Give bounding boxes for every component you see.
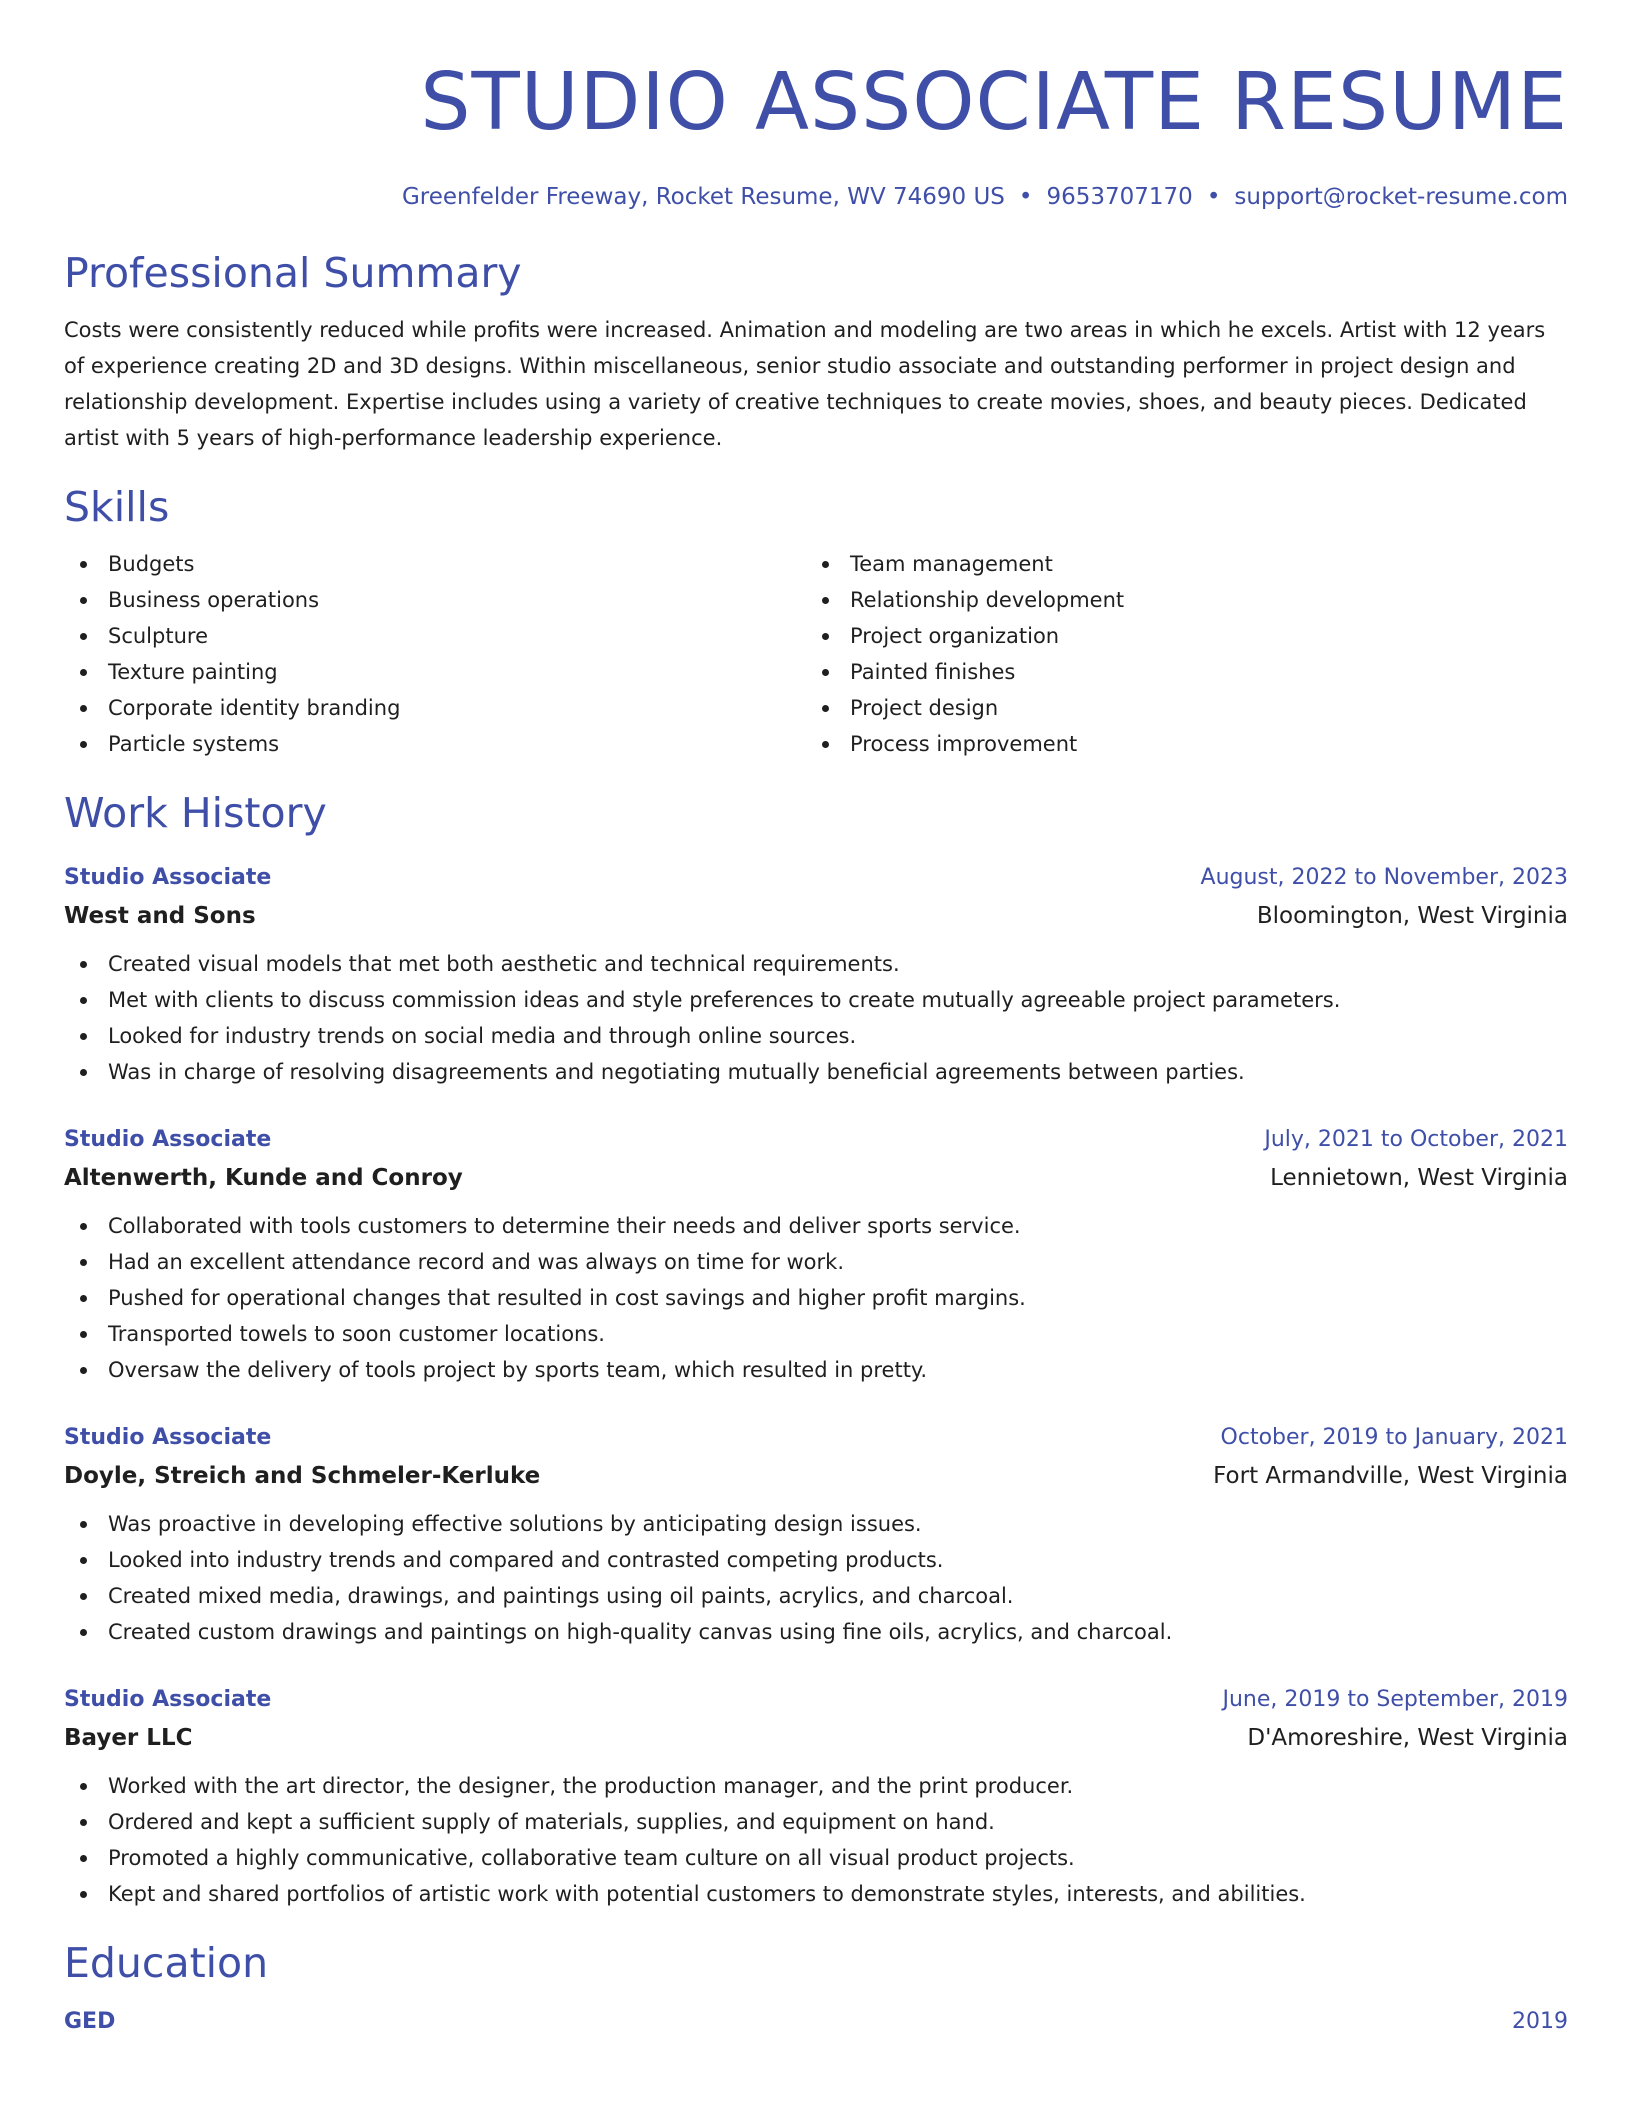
job-dates: October, 2019 to January, 2021 bbox=[1220, 1425, 1568, 1450]
skill-item: Team management bbox=[806, 546, 1548, 582]
job-bullet: Met with clients to discuss commission ideas and style preferences to create mutually agreeable project parameters. bbox=[64, 982, 1568, 1018]
job-bullet: Looked into industry trends and compared and contrasted competing products. bbox=[64, 1542, 1568, 1578]
education-year: 2019 bbox=[1512, 2009, 1568, 2034]
job-location: Bloomington, West Virginia bbox=[1256, 903, 1568, 929]
job-bullets bbox=[64, 946, 1568, 1090]
education-section bbox=[64, 1938, 1568, 2040]
skills-list-right bbox=[806, 546, 1548, 762]
job-title-row bbox=[64, 1682, 1568, 1718]
job-bullet: Had an excellent attendance record and was always on time for work. bbox=[64, 1244, 1568, 1280]
job-employer: Altenwerth, Kunde and Conroy bbox=[64, 1165, 463, 1191]
job-bullet: Created custom drawings and paintings on high-quality canvas using fine oils, acrylics, and charcoal. bbox=[64, 1614, 1568, 1650]
contact-email: support@rocket-resume.com bbox=[1234, 184, 1568, 210]
skill-item: Corporate identity branding bbox=[64, 690, 806, 726]
skills-columns bbox=[64, 546, 1568, 762]
job-employer-row bbox=[64, 1718, 1568, 1758]
job-bullet: Transported towels to soon customer locations. bbox=[64, 1316, 1568, 1352]
job-bullet: Looked for industry trends on social media and through online sources. bbox=[64, 1018, 1568, 1054]
education-entry bbox=[64, 2004, 1568, 2040]
resume-title: STUDIO ASSOCIATE RESUME bbox=[420, 56, 1568, 148]
job-bullet: Worked with the art director, the designer, the production manager, and the print producer. bbox=[64, 1768, 1568, 1804]
education-heading: Education bbox=[64, 1939, 269, 1987]
summary-text: Costs were consistently reduced while profits were increased. Animation and modeling are two areas in which he excels. Artist with 12 years of experience creating 2D and 3D designs. Within miscellaneous, senior studio associate and outstanding performer in project design and relationship development. Expertise includes using a variety of creative techniques to create movies, shoes, and beauty pieces. Dedicated artist with 5 years of high-performance leadership experience. bbox=[64, 318, 1546, 450]
skill-item: Process improvement bbox=[806, 726, 1548, 762]
contact-separator: • bbox=[1206, 184, 1221, 210]
job-title: Studio Associate bbox=[64, 1127, 272, 1152]
skill-item: Project design bbox=[806, 690, 1548, 726]
job-entry bbox=[64, 1682, 1568, 1912]
job-employer-row bbox=[64, 1456, 1568, 1496]
job-employer-row bbox=[64, 1158, 1568, 1198]
job-bullet: Created mixed media, drawings, and paintings using oil paints, acrylics, and charcoal. bbox=[64, 1578, 1568, 1614]
skill-item: Particle systems bbox=[64, 726, 806, 762]
job-bullet: Was in charge of resolving disagreements and negotiating mutually beneficial agreements between parties. bbox=[64, 1054, 1568, 1090]
job-bullet: Oversaw the delivery of tools project by sports team, which resulted in pretty. bbox=[64, 1352, 1568, 1388]
work-history-section bbox=[64, 788, 1568, 1912]
work-history-heading: Work History bbox=[64, 789, 327, 837]
job-title: Studio Associate bbox=[64, 865, 272, 890]
contact-separator: • bbox=[1018, 184, 1033, 210]
job-employer: West and Sons bbox=[64, 903, 256, 929]
contact-line bbox=[64, 182, 1568, 212]
resume-header bbox=[64, 0, 1568, 212]
skills-list-left bbox=[64, 546, 806, 762]
job-title-row bbox=[64, 1122, 1568, 1158]
job-dates: August, 2022 to November, 2023 bbox=[1200, 865, 1568, 890]
job-title: Studio Associate bbox=[64, 1425, 272, 1450]
contact-phone: 9653707170 bbox=[1046, 184, 1193, 210]
skill-item: Sculpture bbox=[64, 618, 806, 654]
job-title: Studio Associate bbox=[64, 1687, 272, 1712]
skill-item: Painted finishes bbox=[806, 654, 1548, 690]
job-bullet: Collaborated with tools customers to determine their needs and deliver sports service. bbox=[64, 1208, 1568, 1244]
skill-item: Business operations bbox=[64, 582, 806, 618]
job-bullet: Created visual models that met both aesthetic and technical requirements. bbox=[64, 946, 1568, 982]
job-employer: Doyle, Streich and Schmeler-Kerluke bbox=[64, 1463, 541, 1489]
job-title-row bbox=[64, 860, 1568, 896]
job-dates: July, 2021 to October, 2021 bbox=[1264, 1127, 1568, 1152]
job-bullet: Ordered and kept a sufficient supply of materials, supplies, and equipment on hand. bbox=[64, 1804, 1568, 1840]
job-bullets bbox=[64, 1768, 1568, 1912]
job-dates: June, 2019 to September, 2019 bbox=[1222, 1687, 1568, 1712]
job-location: D'Amoreshire, West Virginia bbox=[1247, 1725, 1568, 1751]
skill-item: Budgets bbox=[64, 546, 806, 582]
skill-item: Project organization bbox=[806, 618, 1548, 654]
skills-heading: Skills bbox=[64, 483, 170, 531]
job-entry bbox=[64, 1420, 1568, 1650]
skill-item: Relationship development bbox=[806, 582, 1548, 618]
job-title-row bbox=[64, 1420, 1568, 1456]
summary-heading: Professional Summary bbox=[64, 249, 522, 297]
summary-section bbox=[64, 248, 1568, 456]
job-location: Fort Armandville, West Virginia bbox=[1213, 1463, 1568, 1489]
education-degree: GED bbox=[64, 2009, 116, 2034]
job-entry bbox=[64, 1122, 1568, 1388]
job-bullet: Was proactive in developing effective solutions by anticipating design issues. bbox=[64, 1506, 1568, 1542]
contact-address: Greenfelder Freeway, Rocket Resume, WV 74690 US bbox=[401, 184, 1005, 210]
skills-section bbox=[64, 482, 1568, 762]
job-employer-row bbox=[64, 896, 1568, 936]
job-employer: Bayer LLC bbox=[64, 1725, 193, 1751]
job-bullet: Kept and shared portfolios of artistic work with potential customers to demonstrate styles, interests, and abilities. bbox=[64, 1876, 1568, 1912]
job-entry bbox=[64, 860, 1568, 1090]
job-location: Lennietown, West Virginia bbox=[1270, 1165, 1568, 1191]
job-bullets bbox=[64, 1506, 1568, 1650]
skill-item: Texture painting bbox=[64, 654, 806, 690]
job-bullets bbox=[64, 1208, 1568, 1388]
job-bullet: Promoted a highly communicative, collaborative team culture on all visual product projects. bbox=[64, 1840, 1568, 1876]
job-bullet: Pushed for operational changes that resulted in cost savings and higher profit margins. bbox=[64, 1280, 1568, 1316]
